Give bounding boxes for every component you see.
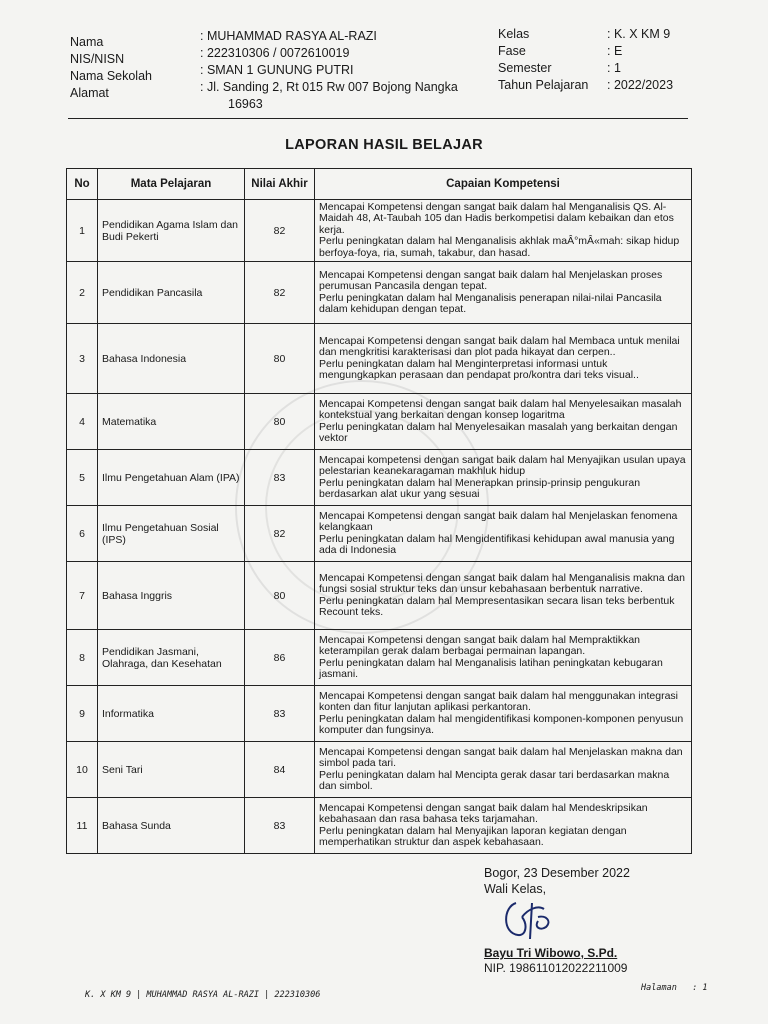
value-nama: : MUHAMMAD RASYA AL-RAZI [200, 29, 377, 43]
row-number: 5 [67, 450, 98, 506]
class-info-values [607, 25, 707, 93]
subject-name: Bahasa Sunda [98, 798, 245, 854]
label-nis: NIS/NISN [70, 52, 125, 66]
competency-description: Mencapai Kompetensi dengan sangat baik dalam hal Menjelaskan proses perumusan Pancasila dengan tepat. Perlu peningkatan dalam hal Menganalisis penerapan nilai-nilai Pancasila dalam kehidupan dengan tepat. [315, 262, 692, 324]
competency-description: Mencapai kompetensi dengan sangat baik dalam hal Menyajikan usulan upaya pelestarian keanekaragaman makhluk hidup Perlu peningkatan dalam hal Menerapkan prinsip-prinsip pengukuran berdasarkan alat ukur yang sesuai [315, 450, 692, 506]
signature-block [484, 865, 704, 897]
value-fase: : E [607, 44, 623, 58]
final-score: 84 [245, 742, 315, 798]
student-name: MUHAMMAD RASYA AL-RAZI [206, 29, 377, 43]
label-alamat: Alamat [70, 86, 109, 100]
competency-description: Mencapai Kompetensi dengan sangat baik dalam hal Menganalisis QS. Al-Maidah 48, At-Taubah 105 dan Hadis berkompetisi dalam kebaikan dan etos kerja. Perlu peningkatan dalam hal Menganalisis akhlak maÂ°mÂ«mah: sikap hidup berfoya-foya, ria, sumah, takabur, dan hasad. [315, 200, 692, 262]
place-date: Bogor, 23 Desember 2022 [484, 866, 630, 880]
final-score: 82 [245, 200, 315, 262]
page-number [641, 983, 708, 993]
value-nis: : 222310306 / 0072610019 [200, 46, 350, 60]
header-capaian: Capaian Kompetensi [315, 169, 692, 200]
row-number: 8 [67, 630, 98, 686]
competency-description: Mencapai Kompetensi dengan sangat baik dalam hal Mendeskripsikan kebahasaan dan rasa bahasa teks tarjamahan. Perlu peningkatan dalam hal Menyajikan laporan kegiatan dengan memperhatikan struktur dan aspek kebahasaan. [315, 798, 692, 854]
value-alamat: : Jl. Sanding 2, Rt 015 Rw 007 Bojong Nangka [200, 80, 458, 94]
label-fase: Fase [498, 44, 526, 58]
subject-name: Ilmu Pengetahuan Sosial (IPS) [98, 506, 245, 562]
row-number: 6 [67, 506, 98, 562]
subject-name: Ilmu Pengetahuan Alam (IPA) [98, 450, 245, 506]
header-divider [68, 118, 688, 119]
row-number: 9 [67, 686, 98, 742]
page-value: : 1 [692, 983, 708, 993]
subject-name: Bahasa Indonesia [98, 324, 245, 394]
subject-name: Matematika [98, 394, 245, 450]
subject-name: Bahasa Inggris [98, 562, 245, 630]
table-row [67, 450, 692, 506]
subject-name: Pendidikan Agama Islam dan Budi Pekerti [98, 200, 245, 262]
class-info-labels [498, 25, 608, 93]
subject-name: Seni Tari [98, 742, 245, 798]
teacher-nip: NIP. 198611012022211009 [484, 961, 628, 975]
subject-name: Pendidikan Pancasila [98, 262, 245, 324]
value-kelas: : K. X KM 9 [607, 27, 671, 41]
address-line-2: 16963 [228, 97, 263, 111]
label-kelas: Kelas [498, 27, 530, 41]
table-row [67, 262, 692, 324]
table-row [67, 506, 692, 562]
student-info-labels [70, 33, 220, 101]
header-no: No [67, 169, 98, 200]
final-score: 82 [245, 506, 315, 562]
competency-description: Mencapai Kompetensi dengan sangat baik dalam hal Membaca untuk menilai dan mengkritisi karakterisasi dan plot pada hikayat dan cerpen.. Perlu peningkatan dalam hal Menginterpretasi informasi untuk mengungkapkan perasaan dan pendapat pro/kontra dari teks visual.. [315, 324, 692, 394]
table-header-row [67, 169, 692, 200]
competency-description: Mencapai Kompetensi dengan sangat baik dalam hal Menjelaskan fenomena kelangkaan Perlu peningkatan dalam hal Mengidentifikasi kehidupan awal manusia yang ada di Indonesia [315, 506, 692, 562]
row-number: 7 [67, 562, 98, 630]
final-score: 80 [245, 394, 315, 450]
row-number: 11 [67, 798, 98, 854]
table-row [67, 798, 692, 854]
handwritten-signature [498, 895, 558, 945]
final-score: 82 [245, 262, 315, 324]
table-row [67, 200, 692, 262]
final-score: 80 [245, 324, 315, 394]
final-score: 80 [245, 562, 315, 630]
row-number: 3 [67, 324, 98, 394]
label-nama: Nama [70, 35, 104, 49]
grades-table [66, 168, 692, 854]
student-nis: 222310306 / 0072610019 [206, 46, 350, 60]
final-score: 83 [245, 686, 315, 742]
label-tahun: Tahun Pelajaran [498, 78, 589, 92]
table-row [67, 686, 692, 742]
competency-description: Mencapai Kompetensi dengan sangat baik dalam hal menggunakan integrasi konten dan fitur lanjutan aplikasi perkantoran. Perlu peningkatan dalam hal mengidentifikasi komponen-komponen penyusun komputer dan fungsinya. [315, 686, 692, 742]
page-label: Halaman [641, 983, 677, 993]
semester-value: 1 [613, 61, 621, 75]
value-tahun: : 2022/2023 [607, 78, 674, 92]
phase-value: E [613, 44, 623, 58]
class-value: K. X KM 9 [613, 27, 671, 41]
label-sekolah: Nama Sekolah [70, 69, 152, 83]
footer-info: K. X KM 9 | MUHAMMAD RASYA AL-RAZI | 222310306 [85, 990, 321, 1000]
competency-description: Mencapai Kompetensi dengan sangat baik dalam hal Menyelesaikan masalah kontekstual yang berkaitan dengan konsep logaritma Perlu peningkatan dalam hal Menyelesaikan masalah yang berkaitan dengan vektor [315, 394, 692, 450]
signature-role: Wali Kelas, [484, 882, 547, 896]
competency-description: Mencapai Kompetensi dengan sangat baik dalam hal Menjelaskan makna dan simbol pada tari. Perlu peningkatan dalam hal Mencipta gerak dasar tari berdasarkan makna dan simbol. [315, 742, 692, 798]
header-subject: Mata Pelajaran [98, 169, 245, 200]
value-semester: : 1 [607, 61, 621, 75]
final-score: 86 [245, 630, 315, 686]
row-number: 2 [67, 262, 98, 324]
student-info-values [200, 27, 490, 112]
final-score: 83 [245, 798, 315, 854]
teacher-name: Bayu Tri Wibowo, S.Pd. [484, 946, 618, 960]
value-sekolah: : SMAN 1 GUNUNG PUTRI [200, 63, 354, 77]
final-score: 83 [245, 450, 315, 506]
header-score: Nilai Akhir [245, 169, 315, 200]
table-row [67, 630, 692, 686]
page-title: LAPORAN HASIL BELAJAR [285, 137, 483, 153]
competency-description: Mencapai Kompetensi dengan sangat baik dalam hal Menganalisis makna dan fungsi sosial struktur teks dan unsur kebahasaan berbentuk narrative. Perlu peningkatan dalam hal Mempresentasikan secara lisan teks berbentuk Recount teks. [315, 562, 692, 630]
row-number: 4 [67, 394, 98, 450]
competency-description: Mencapai Kompetensi dengan sangat baik dalam hal Mempraktikkan keterampilan gerak dalam berbagai permainan lapangan. Perlu peningkatan dalam hal Menganalisis latihan peningkatan kebugaran jasmani. [315, 630, 692, 686]
table-row [67, 324, 692, 394]
address-line-1: Jl. Sanding 2, Rt 015 Rw 007 Bojong Nangka [206, 80, 458, 94]
subject-name: Pendidikan Jasmani, Olahraga, dan Kesehatan [98, 630, 245, 686]
row-number: 10 [67, 742, 98, 798]
table-row [67, 742, 692, 798]
school-name: SMAN 1 GUNUNG PUTRI [206, 63, 354, 77]
subject-name: Informatika [98, 686, 245, 742]
label-semester: Semester [498, 61, 552, 75]
row-number: 1 [67, 200, 98, 262]
table-row [67, 394, 692, 450]
year-value: 2022/2023 [613, 78, 674, 92]
table-row [67, 562, 692, 630]
